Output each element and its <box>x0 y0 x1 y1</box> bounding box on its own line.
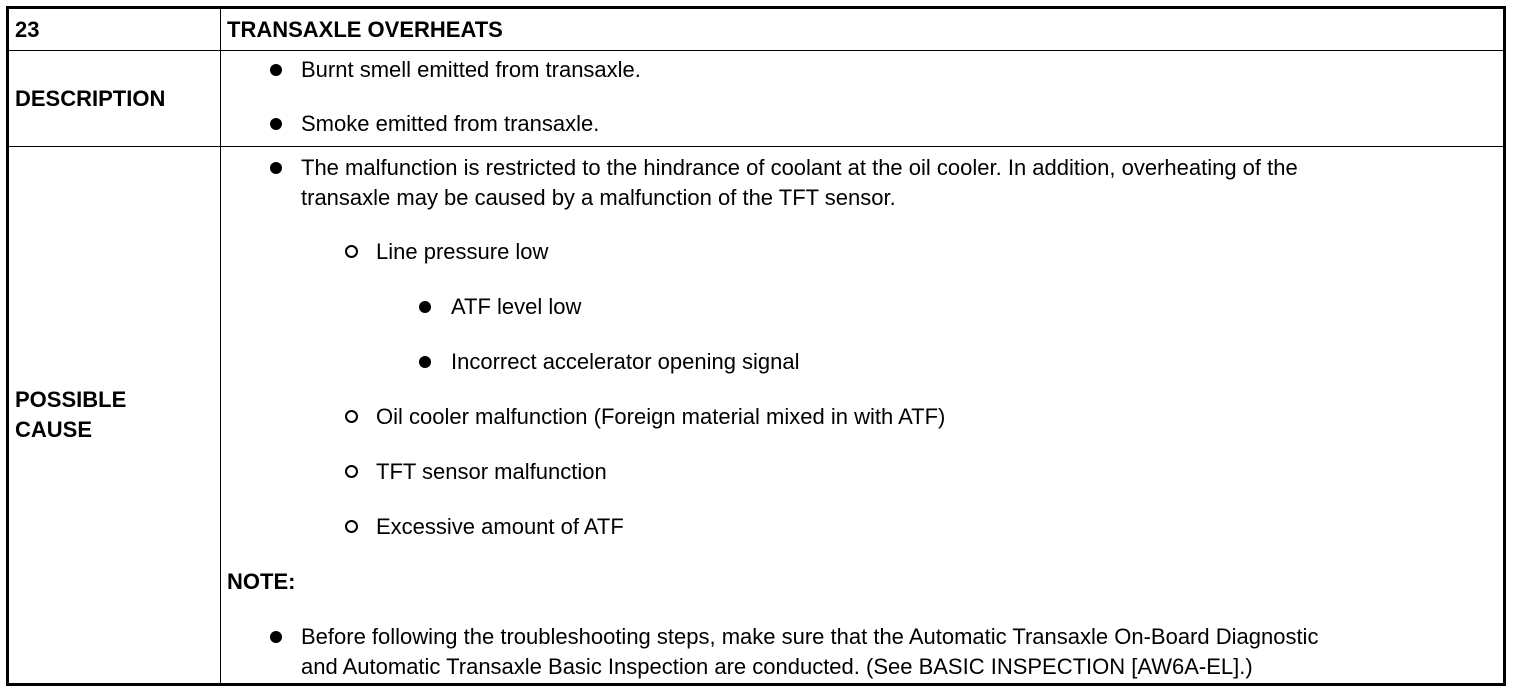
possible-cause-label: POSSIBLE CAUSE <box>8 147 221 685</box>
description-row <box>8 51 1505 147</box>
bullet-circle-icon <box>345 520 358 533</box>
note-item: Before following the troubleshooting steps, make sure that the Automatic Transaxle On-Board Diagnostic and Automatic Transaxle Basic Inspection are conducted. (See BASIC INSPECTION [AW6A-EL].) <box>221 622 1503 682</box>
description-label: DESCRIPTION <box>8 51 221 147</box>
bullet-dot-icon <box>270 64 282 76</box>
bullet-dot-icon <box>270 631 282 643</box>
note-label: NOTE: <box>227 569 296 594</box>
cause-subitem: TFT sensor malfunction <box>221 457 1503 487</box>
header-row <box>8 8 1505 51</box>
troubleshooting-table <box>6 6 1506 686</box>
cause-subitem: Oil cooler malfunction (Foreign material mixed in with ATF) <box>221 402 1503 432</box>
bullet-dot-icon <box>419 301 431 313</box>
cause-subsubitem: ATF level low <box>221 292 1503 322</box>
bullet-dot-icon <box>419 356 431 368</box>
row-number: 23 <box>8 8 221 51</box>
cause-subsubitem: Incorrect accelerator opening signal <box>221 347 1503 377</box>
bullet-dot-icon <box>270 162 282 174</box>
bullet-circle-icon <box>345 465 358 478</box>
bullet-dot-icon <box>270 118 282 130</box>
description-item: Burnt smell emitted from transaxle. <box>221 55 1503 85</box>
bullet-circle-icon <box>345 410 358 423</box>
bullet-circle-icon <box>345 245 358 258</box>
row-title: TRANSAXLE OVERHEATS <box>227 16 503 42</box>
description-item: Smoke emitted from transaxle. <box>221 109 1503 139</box>
cause-subitem: Line pressure low <box>221 237 1503 267</box>
cause-subitem: Excessive amount of ATF <box>221 512 1503 542</box>
cause-intro: The malfunction is restricted to the hindrance of coolant at the oil cooler. In addition, overheating of the transaxle may be caused by a malfunction of the TFT sensor. <box>221 153 1503 213</box>
possible-cause-row <box>8 147 1505 685</box>
